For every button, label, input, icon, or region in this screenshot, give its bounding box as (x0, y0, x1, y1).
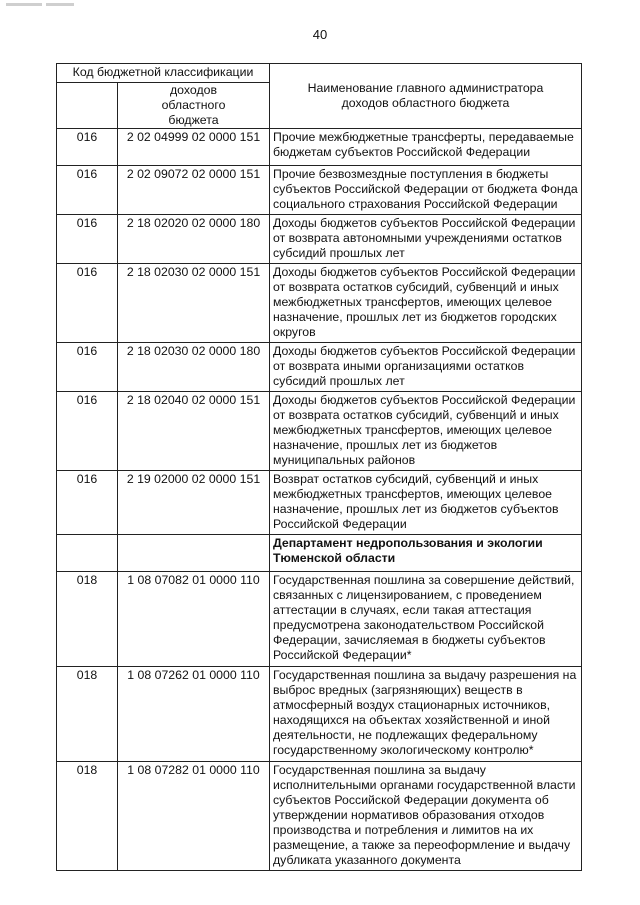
table-row (57, 667, 582, 762)
revenue-code-cell: 2 18 02030 02 0000 151 (118, 264, 270, 343)
scan-mark (6, 3, 42, 6)
revenue-code-cell: 2 02 09072 02 0000 151 (118, 166, 270, 215)
admin-name-cell: Доходы бюджетов субъектов Российской Федерации от возврата остатков субсидий, субвенций и иных межбюджетных трансфертов, имеющих целевое назначение, прошлых лет из бюджетов городских округов (270, 264, 582, 343)
budget-classification-table (56, 63, 582, 871)
admin-code-cell (57, 535, 118, 572)
admin-code-cell: 018 (57, 572, 118, 667)
revenue-code-cell: 2 18 02040 02 0000 151 (118, 392, 270, 471)
admin-code-cell: 016 (57, 343, 118, 392)
revenue-code-cell (118, 535, 270, 572)
admin-name-cell: Государственная пошлина за совершение действий, связанных с лицензированием, с проведением аттестации в случаях, если такая аттестация предусмотрена законодательством Российской Федерации, зачисляемая в бюджеты субъектов Российской Федерации* (270, 572, 582, 667)
revenue-code-cell: 2 18 02020 02 0000 180 (118, 215, 270, 264)
admin-name-cell: Департамент недропользования и экологии Тюменской области (270, 535, 582, 572)
revenue-code-cell: 1 08 07262 01 0000 110 (118, 667, 270, 762)
header-admin-name: Наименование главного администратора доходов областного бюджета (270, 64, 582, 129)
header-classification-code: Код бюджетной классификации (57, 64, 270, 83)
admin-name-cell: Доходы бюджетов субъектов Российской Федерации от возврата остатков субсидий, субвенций и иных межбюджетных трансфертов, имеющих целевое назначение, прошлых лет из бюджетов муниципальных районов (270, 392, 582, 471)
admin-name-cell: Прочие безвозмездные поступления в бюджеты субъектов Российской Федерации от бюджета Фонда социального страхования Российской Федерации (270, 166, 582, 215)
admin-code-cell: 016 (57, 166, 118, 215)
page-number: 40 (312, 27, 328, 42)
revenue-code-cell: 1 08 07082 01 0000 110 (118, 572, 270, 667)
table-row (57, 343, 582, 392)
admin-name-cell: Государственная пошлина за выдачу исполнительными органами государственной власти субъектов Российской Федерации документа об утверждении нормативов образования отходов производства и потребления и лимитов на их размещение, а также за переоформление и выдачу дубликата указанного документа (270, 762, 582, 871)
table-row (57, 762, 582, 871)
table-row (57, 471, 582, 535)
table-row (57, 572, 582, 667)
table-row (57, 264, 582, 343)
table-row (57, 535, 582, 572)
revenue-code-cell: 1 08 07282 01 0000 110 (118, 762, 270, 871)
table-row (57, 166, 582, 215)
header-admin-code (57, 83, 118, 129)
admin-name-cell: Доходы бюджетов субъектов Российской Федерации от возврата иными организациями остатков субсидий прошлых лет (270, 343, 582, 392)
table-row (57, 129, 582, 166)
admin-code-cell: 018 (57, 762, 118, 871)
admin-code-cell: 016 (57, 392, 118, 471)
revenue-code-cell: 2 19 02000 02 0000 151 (118, 471, 270, 535)
admin-code-cell: 016 (57, 215, 118, 264)
admin-name-cell: Прочие межбюджетные трансферты, передаваемые бюджетам субъектов Российской Федерации (270, 129, 582, 166)
revenue-code-cell: 2 02 04999 02 0000 151 (118, 129, 270, 166)
revenue-code-cell: 2 18 02030 02 0000 180 (118, 343, 270, 392)
table-row (57, 215, 582, 264)
admin-code-cell: 016 (57, 129, 118, 166)
header-revenue-code: доходов областного бюджета (118, 83, 270, 129)
admin-name-cell: Возврат остатков субсидий, субвенций и иных межбюджетных трансфертов, имеющих целевое назначение, прошлых лет из бюджетов субъектов Российской Федерации (270, 471, 582, 535)
admin-name-cell: Государственная пошлина за выдачу разрешения на выброс вредных (загрязняющих) веществ в атмосферный воздух стационарных источников, находящихся на объектах хозяйственной и иной деятельности, не подлежащих федеральному государственному экологическому контролю* (270, 667, 582, 762)
admin-code-cell: 016 (57, 471, 118, 535)
table-row (57, 392, 582, 471)
admin-code-cell: 018 (57, 667, 118, 762)
admin-code-cell: 016 (57, 264, 118, 343)
admin-name-cell: Доходы бюджетов субъектов Российской Федерации от возврата автономными учреждениями остатков субсидий прошлых лет (270, 215, 582, 264)
scan-mark (46, 3, 74, 6)
